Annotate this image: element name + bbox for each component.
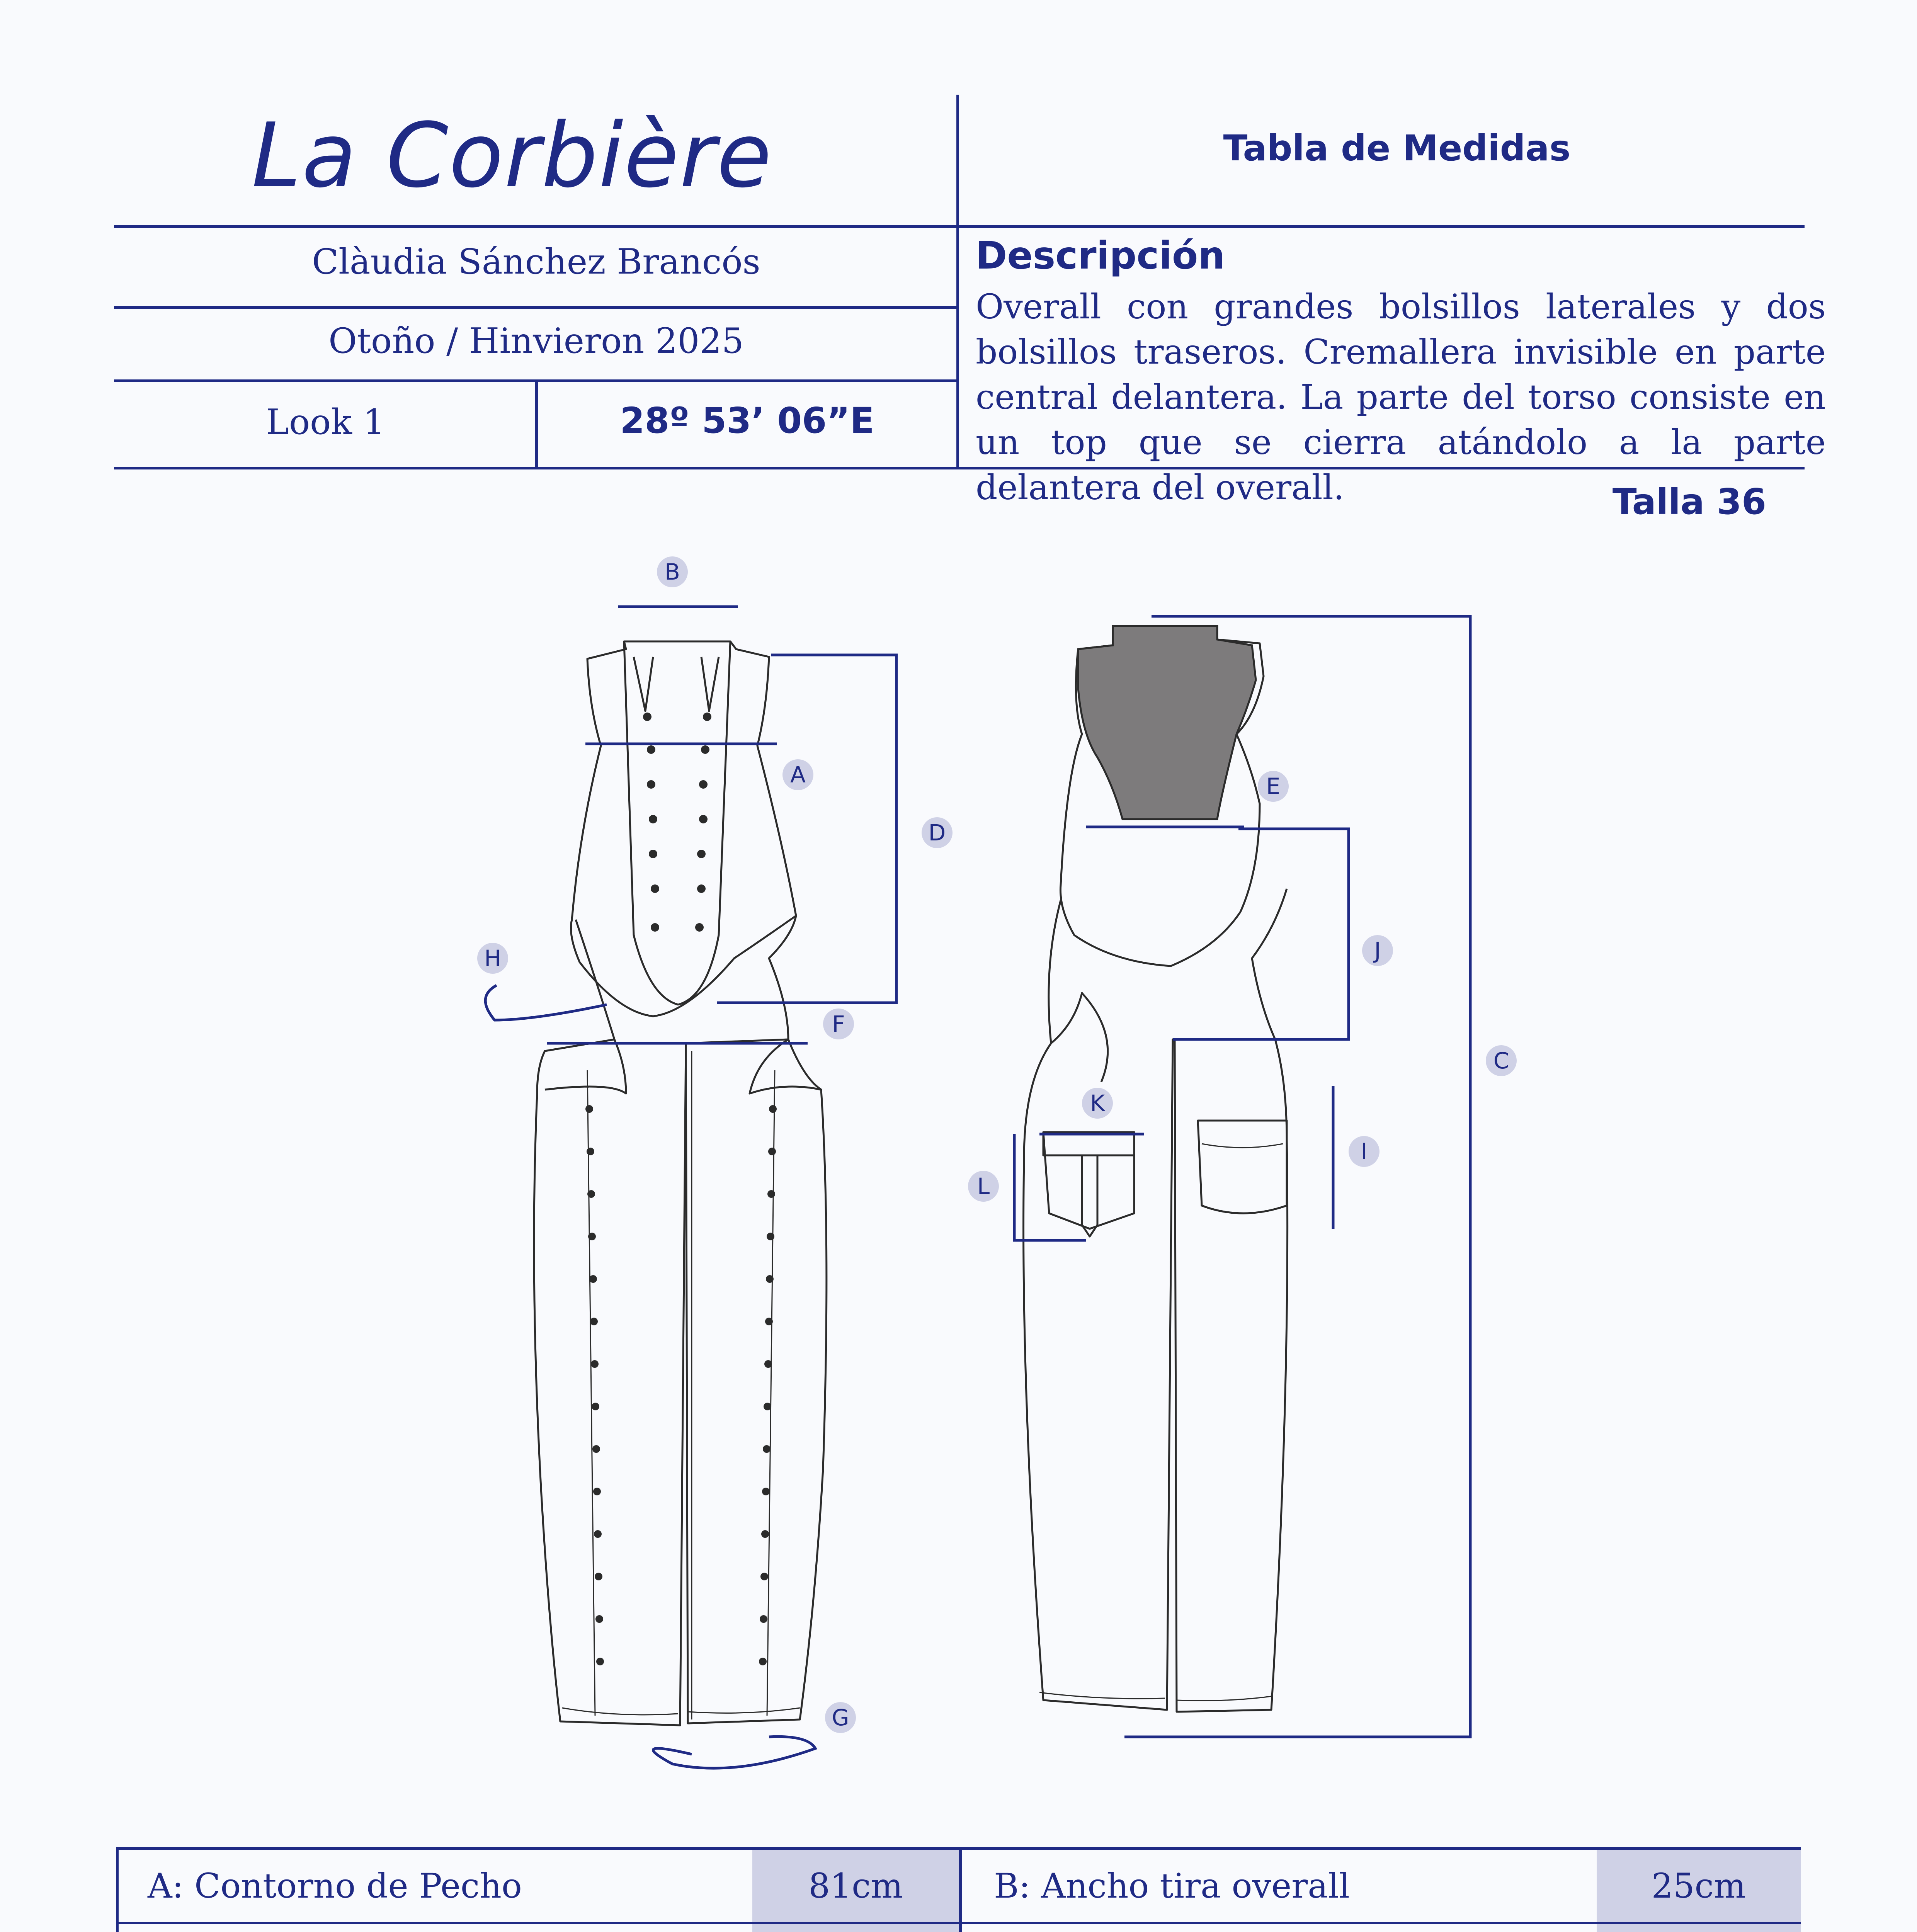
coordinates-label: 28º 53’ 06”E	[620, 400, 874, 441]
marker-label-L: L	[977, 1173, 990, 1199]
marker-label-I: I	[1361, 1138, 1368, 1165]
marker-label-J: J	[1374, 937, 1381, 964]
measure-value: 25cm	[1597, 1850, 1801, 1922]
front-view-garment	[534, 641, 827, 1725]
measure-value: 81cm	[752, 1850, 959, 1922]
marker-label-F: F	[832, 1011, 845, 1037]
size-label: Talla 36	[1612, 481, 1766, 522]
description-heading: Descripción	[976, 234, 1225, 278]
back-pocket-right	[1198, 1121, 1287, 1213]
table-row	[119, 1850, 1798, 1924]
marker-label-G: G	[832, 1704, 849, 1731]
measurements-table	[116, 1847, 1801, 1932]
designer-name: Clàudia Sánchez Brancós	[312, 242, 760, 282]
measure-label: B: Ancho tira overall	[994, 1866, 1350, 1906]
back-pocket-flap-left	[1043, 1132, 1134, 1236]
measure-label	[994, 1924, 1256, 1932]
marker-label-H: H	[484, 945, 501, 971]
table-row	[119, 1924, 1798, 1932]
marker-label-E: E	[1266, 773, 1281, 799]
measure-value	[752, 1924, 959, 1932]
marker-label-C: C	[1493, 1048, 1509, 1074]
marker-label-K: K	[1090, 1090, 1105, 1116]
measure-label: A: Contorno de Pecho	[148, 1866, 522, 1906]
description-text: Overall con grandes bolsillos laterales y dos bolsillos traseros. Cremallera invisible en parte central delantera. La parte del torso consiste en un top que se cierra atándolo a la parte delantera del overall.	[976, 287, 1826, 507]
measure-value	[1597, 1924, 1801, 1932]
marker-label-B: B	[665, 559, 680, 585]
brand-title: La Corbière	[252, 104, 772, 207]
sheet-title: Tabla de Medidas	[1223, 128, 1571, 169]
measure-label	[148, 1924, 393, 1932]
season-label: Otoño / Hinvieron 2025	[328, 321, 744, 361]
look-label: Look 1	[266, 402, 385, 442]
back-inner-top-shading	[1078, 626, 1256, 819]
marker-label-A: A	[790, 762, 806, 788]
marker-label-D: D	[928, 820, 946, 846]
